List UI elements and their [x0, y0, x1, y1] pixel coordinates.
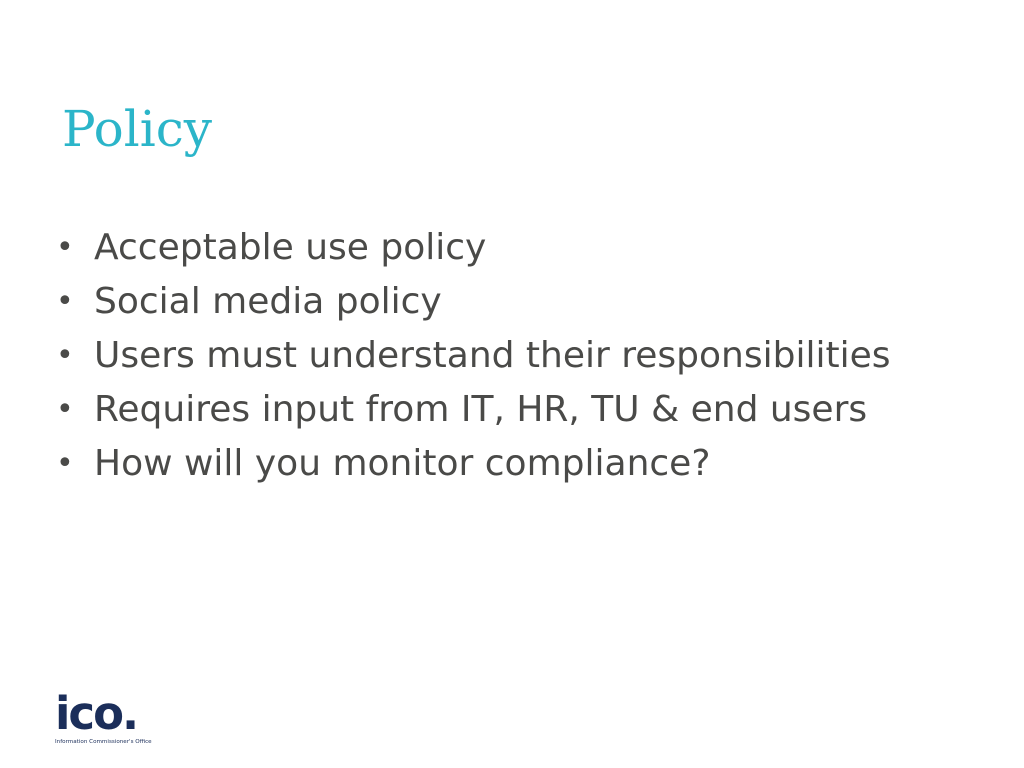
bullet-text: Users must understand their responsibilities	[94, 335, 891, 376]
bullet-list	[56, 221, 916, 491]
bullet-item-input	[56, 383, 916, 437]
bullet-icon: •	[56, 446, 74, 481]
bullet-icon: •	[56, 338, 74, 373]
bullet-text: How will you monitor compliance?	[94, 443, 711, 484]
bullet-icon: •	[56, 230, 74, 265]
bullet-item-responsibilities	[56, 329, 916, 383]
logo-mark: ico.	[55, 687, 138, 740]
bullet-text: Social media policy	[94, 281, 442, 322]
bullet-icon: •	[56, 392, 74, 427]
bullet-text: Acceptable use policy	[94, 227, 487, 268]
bullet-item-social-media	[56, 275, 916, 329]
logo-subtitle: Information Commissioner's Office	[55, 739, 152, 745]
ico-logo	[55, 687, 165, 754]
bullet-item-acceptable-use	[56, 221, 916, 275]
bullet-text: Requires input from IT, HR, TU & end users	[94, 389, 868, 430]
slide-title: Policy	[62, 100, 212, 158]
bullet-icon: •	[56, 284, 74, 319]
bullet-item-compliance	[56, 437, 916, 491]
